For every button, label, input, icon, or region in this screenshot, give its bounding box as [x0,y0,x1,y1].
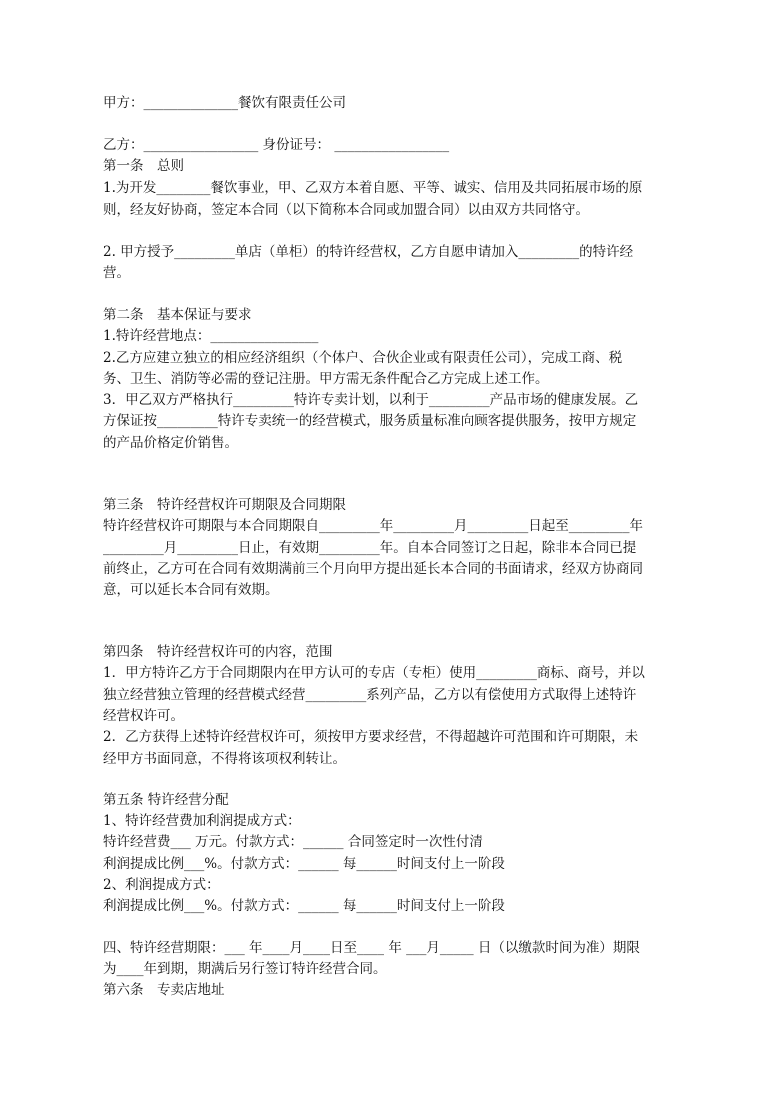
article-3-para-a: 特许经营权许可期限与本合同期限自_________年_________月_________日起至_________年 [103,518,643,534]
term-line-b: 为____年到期，期满后另行签订特许经营合同。 [103,961,387,977]
article-6-heading: 第六条 专卖店地址 [103,982,225,998]
article-3-para-d: 意，可以延长本合同有效期。 [103,582,279,598]
article-1-para-1a: 1.为开发________餐饮事业，甲、乙双方本着自愿、平等、诚实、信用及共同拓展市场的原 [103,180,643,196]
article-4-item-1a: 1．甲方特许乙方于合同期限内在甲方认可的专店（专柜）使用_________商标、商号，并以 [103,665,645,681]
article-2-item-3a: 3．甲乙双方严格执行_________特许专卖计划，以利于_________产品市场的健康发展。乙 [103,392,639,408]
article-3-para-c: 前终止，乙方可在合同有效期满前三个月向甲方提出延长本合同的书面请求，经双方协商同 [103,561,643,577]
article-3-heading: 第三条 特许经营权许可期限及合同期限 [103,497,346,513]
article-2-item-2a: 2.乙方应建立独立的相应经济组织（个体户、合伙企业或有限责任公司），完成工商、税 [103,350,623,366]
article-4-item-2a: 2．乙方获得上述特许经营权许可，须按甲方要求经营，不得超越许可范围和许可期限，未 [103,729,639,745]
article-4-item-1c: 经营权许可。 [103,708,184,724]
article-2-item-3b: 方保证按_________特许专卖统一的经营模式，服务质量标准向顾客提供服务，按甲方规定 [103,413,637,429]
term-line-a: 四、特许经营期限：___ 年____月____日至____ 年 ___月_____ 日（以缴款时间为准）期限 [103,940,640,956]
article-2-heading: 第二条 基本保证与要求 [103,307,252,323]
article-5-fee-line: 特许经营费___ 万元。付款方式：______ 合同签定时一次性付清 [103,834,483,850]
party-a-line: 甲方：______________餐饮有限责任公司 [103,95,346,111]
article-5-ratio-line-2: 利润提成比例___%。付款方式：______ 每______时间支付上一阶段 [103,898,505,914]
article-4-item-1b: 独立经营独立管理的经营模式经营_________系列产品，乙方以有偿使用方式取得上述特许 [103,687,637,703]
article-1-para-2b: 营。 [103,265,130,281]
article-2-item-1: 1.特许经营地点：________________ [103,328,319,344]
article-4-heading: 第四条 特许经营权许可的内容，范围 [103,644,333,660]
article-5-heading: 第五条 特许经营分配 [103,792,229,808]
article-4-item-2b: 经甲方书面同意，不得将该项权利转让。 [103,751,346,767]
article-5-ratio-line-1: 利润提成比例___%。付款方式：______ 每______时间支付上一阶段 [103,856,505,872]
article-1-para-1b: 则，经友好协商，签定本合同（以下简称本合同或加盟合同）以由双方共同恪守。 [103,202,589,218]
article-5-item-1: 1、特许经营费加利润提成方式： [103,813,301,829]
article-1-para-2a: 2. 甲方授予_________单店（单柜）的特许经营权，乙方自愿申请加入_________的特许经 [103,244,634,260]
article-3-para-b: _________月_________日止，有效期_________年。自本合同签订之日起，除非本合同已提 [103,540,637,556]
article-2-item-2b: 务、卫生、消防等必需的登记注册。甲方需无条件配合乙方完成上述工作。 [103,371,549,387]
party-b-line: 乙方：_________________ 身份证号： _________________ [103,137,450,153]
article-5-item-2: 2、利润提成方式： [103,877,220,893]
article-1-heading: 第一条 总则 [103,158,184,174]
article-2-item-3c: 的产品价格定价销售。 [103,435,238,451]
